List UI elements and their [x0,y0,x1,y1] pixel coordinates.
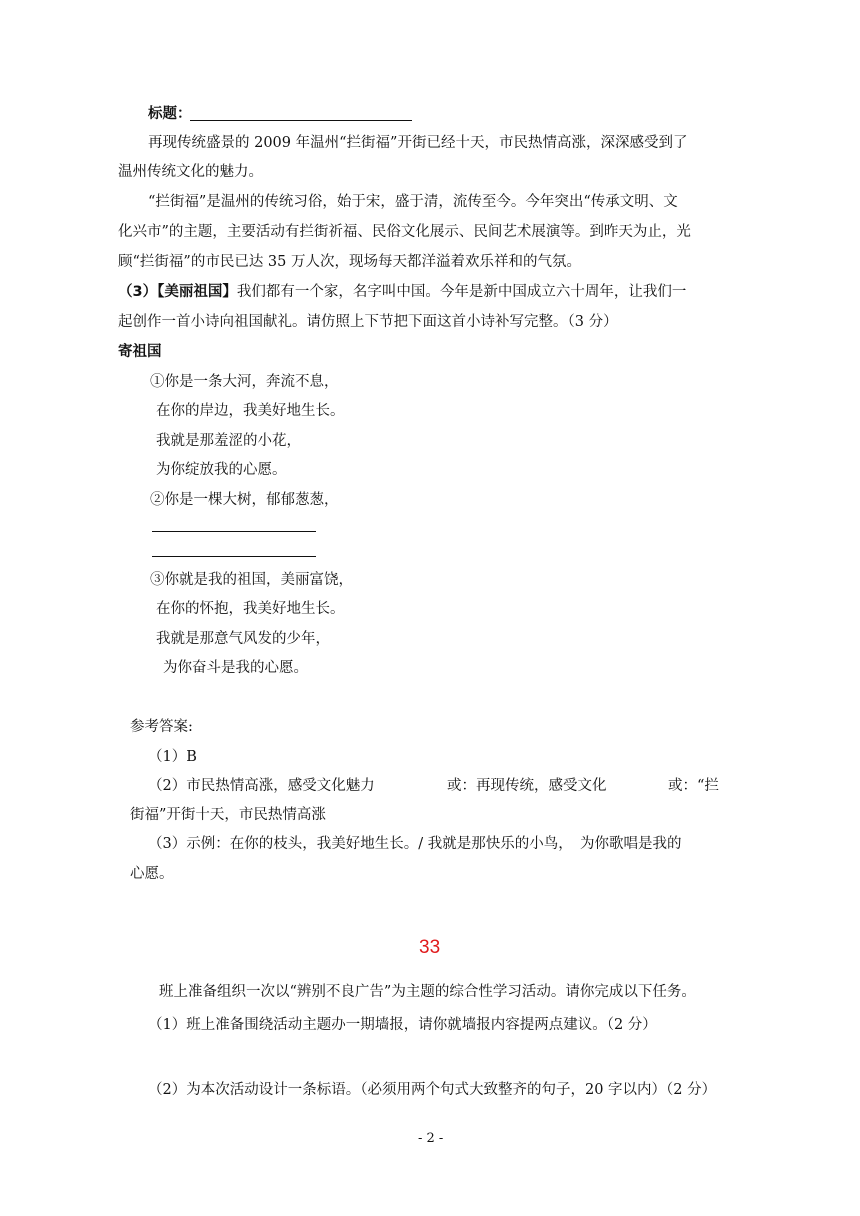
title-blank-line [190,120,412,121]
answer-2-part3: 或：“拦 [668,778,719,794]
question-3-line1 [118,282,686,302]
answers-heading: 参考答案: [130,719,193,735]
question-3-number: （3） [118,284,158,300]
answer-2-line2: 街福”开街十天，市民热情高涨 [130,807,326,823]
question-3-text: 我们都有一个家，名字叫中国。今年是新中国成立六十周年，让我们一 [236,284,687,300]
answer-3-line2: 心愿。 [130,866,174,882]
passage-p1-line1: 再现传统盛景的 2009 年温州“拦街福”开街已经十天，市民热情高涨，深深感受到了 [148,135,688,151]
poem-stanza3-line1: ③你就是我的祖国，美丽富饶， [150,572,353,588]
poem-stanza1-line2: 在你的岸边，我美好地生长。 [156,403,345,419]
poem-title: 寄祖国 [118,344,162,360]
poem-stanza1-line1: ①你是一条大河，奔流不息， [150,374,339,390]
poem-stanza3-line4: 为你奋斗是我的心愿。 [163,660,308,676]
question-3-line2: 起创作一首小诗向祖国献礼。请仿照上下节把下面这首小诗补写完整。（3 分） [118,314,618,330]
answer-1: （1）B [148,749,197,765]
passage-p1-line2: 温州传统文化的魅力。 [118,164,263,180]
title-label: 标题： [148,106,192,122]
poem-blank-line-2 [152,556,316,557]
answer-3-line1: （3）示例：在你的枝头，我美好地生长。/ 我就是那快乐的小鸟， 为你歌唱是我的 [148,836,682,852]
passage-p2-line2: 化兴市”的主题，主要活动有拦街祈福、民俗文化展示、民间艺术展演等。到昨天为止，光 [118,224,691,240]
page-number: - 2 - [418,1131,444,1146]
question-3-tag: 【美丽祖国】 [157,284,237,300]
answer-2-part2: 或：再现传统，感受文化 [447,778,607,794]
passage-p2-line1: “拦街福”是温州的传统习俗，始于宋，盛于清，流传至今。今年突出“传承文明、文 [148,194,678,210]
answer-2-part1: （2）市民热情高涨，感受文化魅力 [148,778,375,794]
poem-stanza3-line2: 在你的怀抱，我美好地生长。 [156,601,345,617]
poem-blank-line-1 [152,531,316,532]
poem-stanza1-line3: 我就是那羞涩的小花， [156,433,301,449]
poem-stanza2-line1: ②你是一棵大树，郁郁葱葱， [150,492,339,508]
poem-stanza1-line4: 为你绽放我的心愿。 [156,462,287,478]
section-task-2: （2）为本次活动设计一条标语。（必须用两个句式大致整齐的句子，20 字以内）（2 分） [148,1082,717,1098]
passage-p2-line3: 顾“拦街福”的市民已达 35 万人次，现场每天都洋溢着欢乐祥和的气氛。 [118,254,581,270]
section-number: 33 [419,937,441,958]
poem-stanza3-line3: 我就是那意气风发的少年， [156,631,330,647]
section-intro: 班上准备组织一次以“辨别不良广告”为主题的综合性学习活动。请你完成以下任务。 [159,984,696,1000]
section-task-1: （1）班上准备围绕活动主题办一期墙报，请你就墙报内容提两点建议。（2 分） [148,1017,657,1033]
